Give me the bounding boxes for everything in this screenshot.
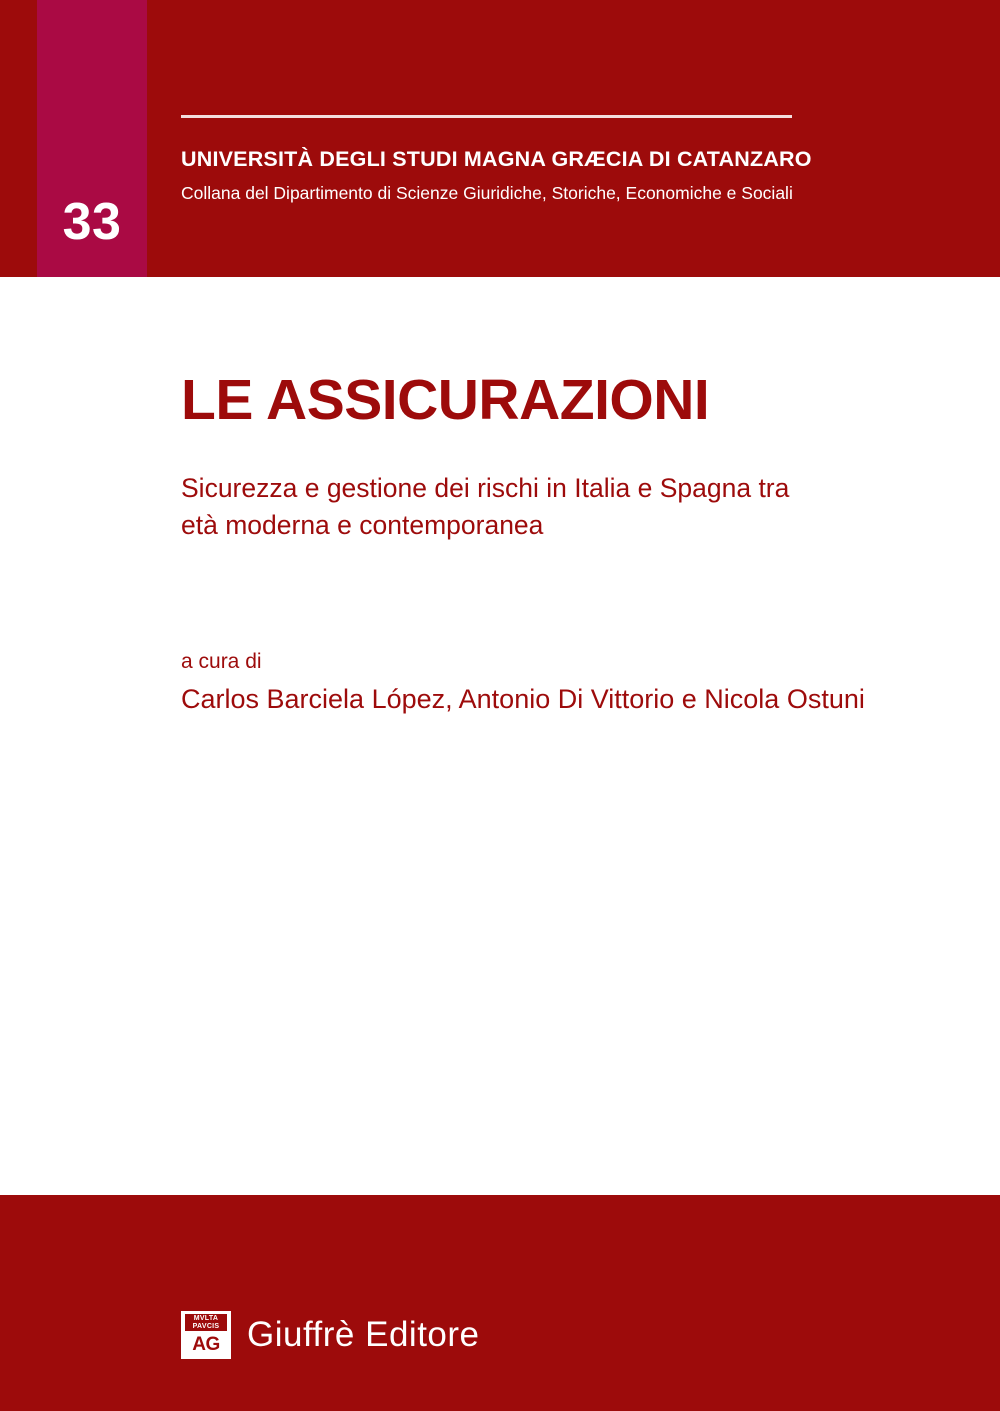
logo-motto-line1: MVLTA xyxy=(193,1315,219,1322)
book-subtitle: Sicurezza e gestione dei rischi in Italia e Spagna tra età moderna e contemporanea xyxy=(181,473,790,540)
logo-motto-line2: PAVCIS xyxy=(192,1323,220,1330)
series-number: 33 xyxy=(62,193,122,251)
logo-motto xyxy=(185,1314,227,1331)
series-number-block xyxy=(37,0,147,277)
book-title: LE ASSICURAZIONI xyxy=(181,368,710,432)
giuffre-logo-icon xyxy=(181,1311,231,1359)
header-divider xyxy=(181,115,792,118)
editors-names: Carlos Barciela López, Antonio Di Vittorio e Nicola Ostuni xyxy=(181,684,865,714)
logo-initials: AG xyxy=(192,1334,220,1355)
editors-label: a cura di xyxy=(181,650,262,673)
publisher-name: Giuffrè Editore xyxy=(247,1315,480,1354)
series-collection-name: Collana del Dipartimento di Scienze Giuridiche, Storiche, Economiche e Sociali xyxy=(181,183,793,203)
top-color-band xyxy=(0,0,1000,277)
institution-name: UNIVERSITÀ DEGLI STUDI MAGNA GRÆCIA DI CATANZARO xyxy=(181,147,812,171)
publisher-logo xyxy=(181,1311,480,1359)
bottom-color-band xyxy=(0,1195,1000,1411)
